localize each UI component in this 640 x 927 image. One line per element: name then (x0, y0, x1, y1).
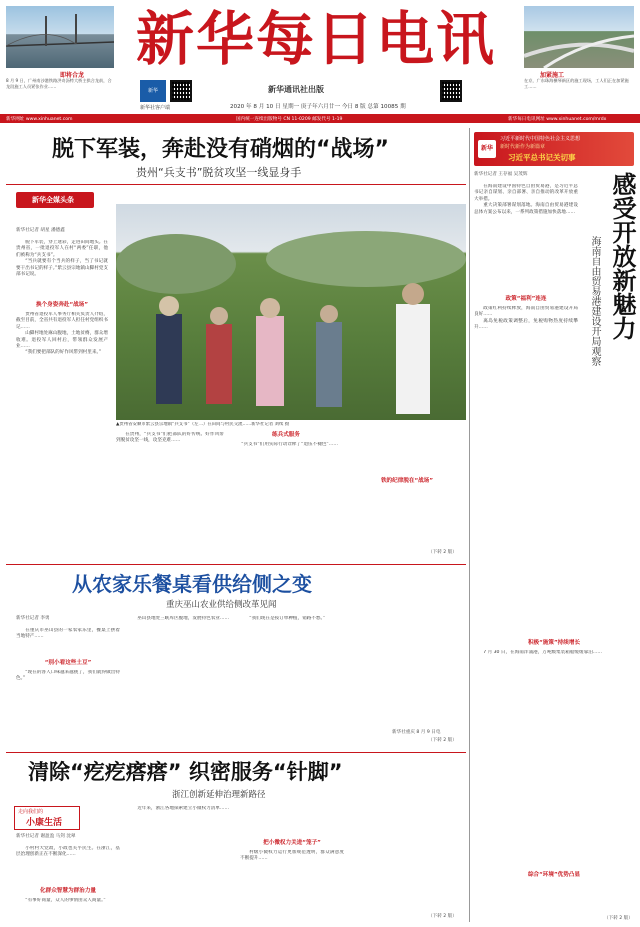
right-promo-title: 加紧施工 (540, 72, 565, 79)
lead-col3 (232, 442, 340, 560)
middle-col3 (240, 616, 344, 744)
lead-headline: 脱下军装，奔赴没有硝烟的“战场” (52, 137, 389, 162)
lead-badge-label: 新华全媒头条 (32, 196, 74, 204)
bottom-headline: 清除“疙疙瘩瘩” 织密服务“针脚” (28, 760, 343, 784)
bottom-col3 (240, 806, 344, 836)
bridge-illustration (6, 6, 114, 68)
website-qr-code[interactable] (440, 80, 462, 102)
right-section-1: 政策“福利”连连 (505, 296, 547, 302)
right-subtitle: 海南自由贸易港建设开局观察 (589, 236, 600, 366)
middle-col1 (16, 628, 120, 658)
right-para-4: 离岛免税政策调整后，免税购物热度持续攀升…… (474, 318, 578, 331)
right-para-1: 在海南建设中国特色自由贸易港，是习近平总书记亲自谋划、亲自部署、亲自推动的改革开放重大举措。 (474, 184, 578, 202)
middle-para-1: 在重庆市巫山县的一家农家乐里，餐桌上摆着当地特产…… (16, 628, 120, 640)
publisher: 新华通讯社出版 (268, 85, 324, 94)
middle-headline: 从农家乐餐桌看供给侧之变 (72, 572, 312, 596)
date-line: 2020 年 8 月 10 日 星期一 庚子年六月廿一 今日 8 版 总第 10085 期 (230, 104, 406, 110)
bottom-top-rule (6, 752, 466, 753)
right-end-mark: （下转 2 版） (604, 916, 633, 921)
middle-para-3: 巫山县地处三峡库区腹地，发展特色农业…… (137, 616, 230, 621)
right-col-bottom (474, 650, 634, 870)
middle-col2 (128, 616, 232, 744)
right-section-3: 综合“环境”优势凸显 (527, 872, 581, 878)
lead-para-7: “兵支书”们用实际行动诠释了“退伍不褪色”…… (241, 442, 338, 447)
farm-scene-illustration (116, 204, 466, 420)
middle-para-4: “我们现在是按订单种植，销路不愁。” (249, 616, 326, 621)
lead-col1 (16, 240, 108, 300)
lead-photo (116, 204, 466, 420)
masthead-title: 新华每日电讯 (136, 5, 497, 73)
issn-line: 国内统一连续出版物号 CN 11-0209 邮发代号 1-19 (236, 116, 343, 122)
bottom-section-1: 化群众智慧为群治力量 (40, 888, 96, 894)
right-col-end (474, 882, 634, 916)
right-title: 感受开放新魅力 (608, 172, 636, 340)
bottom-para-4: 村级小微权力运行更加规范透明，群众满意度不断提升…… (240, 850, 344, 862)
lead-section-2: 练兵式服务 (272, 432, 300, 438)
middle-para-2: “现在的客人口味越来越挑了，我们就得做出特色。” (16, 670, 120, 682)
right-col-full (474, 448, 634, 648)
lead-para-2: “当兵就要有个当兵的样子，当了书记就要干出书记的样子。”紫云县宗地镇山脚村党支部书记说。 (16, 259, 108, 278)
right-url[interactable]: 新华每日电讯网址 www.xinhuanet.com/mrdx (508, 116, 607, 122)
lead-col2 (116, 432, 224, 560)
lead-para-5: “我们要把部队的好作风带到村里来。” (25, 350, 102, 356)
lead-section-1: 换个身姿奔赴“战场” (35, 302, 89, 308)
lead-col4 (348, 488, 466, 548)
middle-subhead: 重庆巫山农业供给侧改革见闻 (166, 600, 277, 610)
lead-subhead: 贵州“兵支书”脱贫攻坚一线显身手 (136, 166, 302, 179)
bottom-col2 (128, 806, 232, 922)
middle-source: 新华社重庆 8 月 9 日电 (392, 730, 441, 735)
client-qr-code[interactable] (170, 80, 192, 102)
bottom-badge-top: 走向我们的 (18, 809, 44, 815)
left-promo-photo (6, 6, 114, 68)
sidebar-banner-line3: 习近平总书记关切事 (508, 153, 576, 162)
sidebar-banner-logo: 新华 (478, 140, 496, 158)
lead-para-6: 在贵州，“兵支书”们把部队的好传统、好作风带到脱贫攻坚一线，攻坚克难…… (116, 432, 224, 444)
right-para-2: 重大决策部署谋划落地。海南自由贸易港建设总体方案公布以来，一系列政策措施加快落地…… (474, 203, 578, 215)
middle-section-1: “别小看这些土豆” (44, 660, 92, 666)
lead-para-1: 脱下军装，穿上迷彩，走进田间地头。在贵州省，一批退役军人在村“两委”任职，他们被称为“兵支书”。 (16, 240, 108, 258)
right-promo-text: 在京，广东珠海横琴新区的施工现场，工人们正在加紧施工…… (524, 78, 629, 89)
right-col-top (474, 184, 578, 294)
lead-para-3: 贵州省退役军人事务厅相关负责人介绍，截至目前，全省共有退役军人担任村党组织书记…… (16, 312, 108, 330)
right-promo-photo (524, 6, 634, 68)
bottom-section-2: 把小微权力关进“笼子” (263, 840, 321, 846)
lead-byline: 新华社记者 胡星 潘德鑫 (16, 228, 65, 233)
bottom-para-3: 近年来，浙江各地探索建立小微权力清单…… (137, 806, 230, 811)
right-col-mid (474, 306, 578, 446)
right-byline: 新华社记者 王存福 吴茂辉 (474, 172, 528, 177)
bottom-para-1: 小村村大党政，小政也关乎民生。在浙江，基层治理创新正在不断深化…… (16, 846, 120, 858)
lead-section-3: 铁的纪律脱在“战场” (380, 478, 434, 484)
left-promo-text: 8 月 9 日，广州南沙港铁路洪奇沥特大桥主拱合龙前，合龙段施工人员紧张作业…… (6, 78, 112, 89)
sidebar-banner-line2: 新时代新作为新篇章 (500, 144, 546, 150)
right-para-5: 7 月 30 日，在海南洋浦港，万吨级集装箱船缓缓靠泊…… (483, 650, 602, 655)
middle-end-mark: （下转 2 版） (428, 738, 457, 743)
middle-col1b (16, 670, 120, 742)
sidebar-banner-line1: 习近平新时代中国特色社会主义思想 (500, 136, 581, 142)
lead-end-mark: （下转 2 版） (428, 550, 457, 555)
bottom-byline: 新华社记者 谢盈盈 马剑 沈翠 (16, 834, 76, 839)
lead-photo-caption: ▲贵州省安顺市紫云县宗地镇“兵支书”（左二）在田间与村民交流……新华社记者 刘续 摄 (116, 422, 290, 427)
right-para-3: 政策红利持续释放，海南自由贸易港建设开局良好…… (474, 306, 578, 318)
bottom-para-2: “有事好商量，众人的事情由众人商量。” (25, 898, 106, 903)
bottom-col3b (240, 850, 344, 922)
bottom-end-mark: （下转 2 版） (428, 914, 457, 919)
middle-byline: 新华社记者 李勇 (16, 616, 50, 621)
bottom-col4 (352, 806, 466, 914)
lead-col1b (16, 312, 108, 572)
lead-para-4: 山脚村地处麻山腹地，土地贫瘠，群众增收难。退役军人回村后，带领群众发展产业…… (16, 331, 108, 350)
middle-col4 (352, 616, 466, 728)
left-url[interactable]: 新华网址 www.xinhuanet.com (6, 116, 73, 122)
middle-top-rule (6, 564, 466, 565)
bottom-col1 (16, 846, 120, 886)
bottom-badge-label: 小康生活 (26, 818, 63, 828)
lead-divider (6, 184, 466, 185)
bottom-subhead: 浙江创新延伸治理新路径 (172, 790, 266, 800)
client-label: 新华社客户端 (140, 105, 171, 111)
left-promo-title: 即将合龙 (60, 72, 85, 79)
logo-xinhua: 新华 (140, 80, 166, 102)
right-section-2: 积极“施策”持续增长 (527, 640, 581, 646)
right-column-divider (469, 128, 470, 922)
road-illustration (524, 6, 634, 68)
bottom-col1b (16, 898, 120, 922)
